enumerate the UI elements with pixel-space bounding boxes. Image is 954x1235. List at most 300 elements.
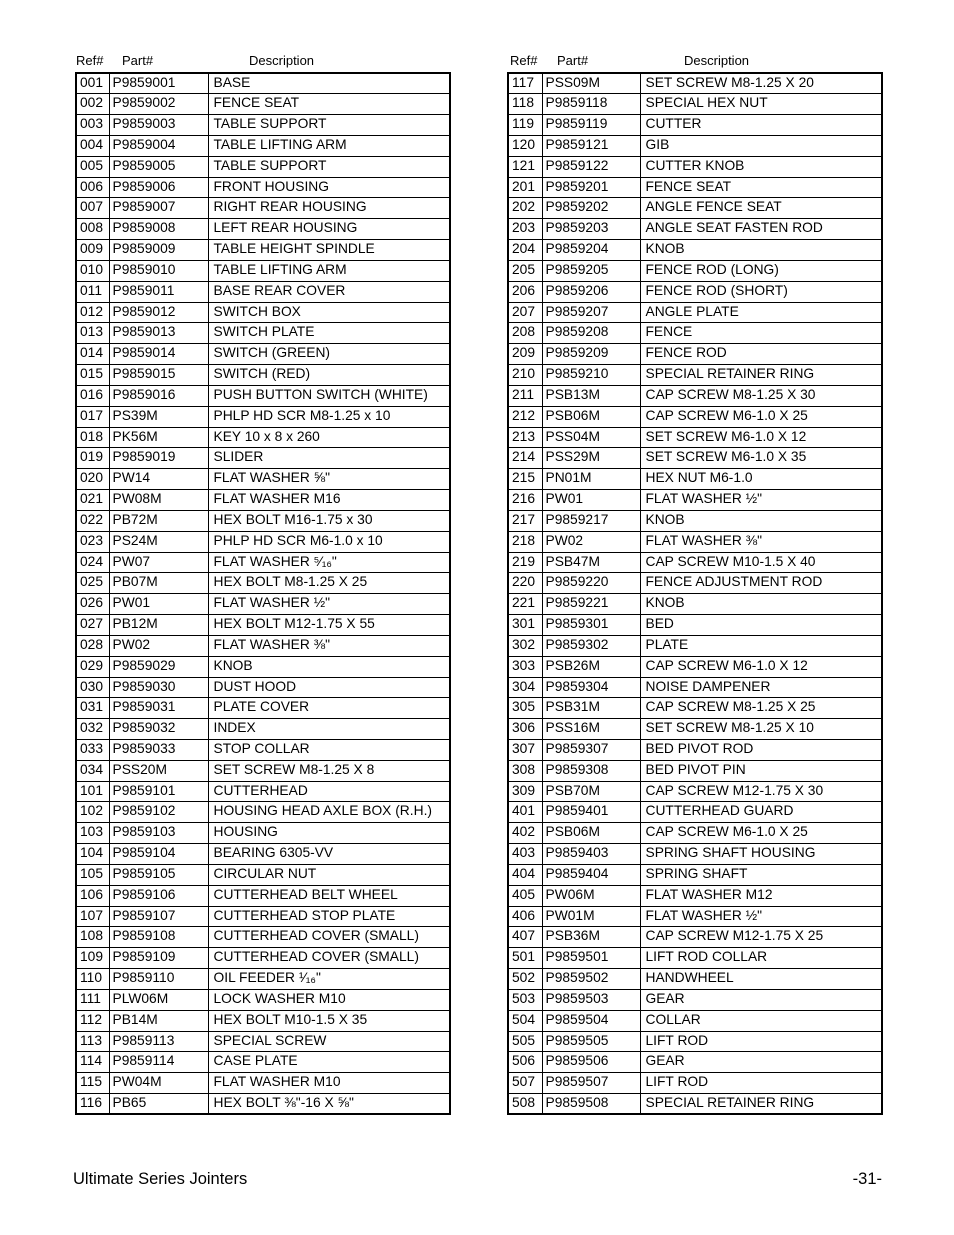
ref-cell: 024 xyxy=(76,552,109,573)
column-headers xyxy=(75,50,451,72)
table-row xyxy=(76,73,450,94)
part-cell: P9859109 xyxy=(109,948,208,969)
part-cell: P9859005 xyxy=(109,156,208,177)
part-cell: PSS09M xyxy=(542,73,640,94)
ref-cell: 019 xyxy=(76,448,109,469)
description-cell: FLAT WASHER ½" xyxy=(640,906,882,927)
part-cell: P9859119 xyxy=(542,115,640,136)
part-cell: P9859010 xyxy=(109,260,208,281)
table-row xyxy=(508,156,882,177)
table-row xyxy=(76,94,450,115)
description-cell: HEX BOLT ⅜"-16 X ⅝" xyxy=(208,1094,450,1115)
description-cell: CUTTERHEAD GUARD xyxy=(640,802,882,823)
table-row xyxy=(76,802,450,823)
table-row xyxy=(76,989,450,1010)
part-cell: PB12M xyxy=(109,615,208,636)
ref-cell: 406 xyxy=(508,906,542,927)
table-row xyxy=(508,615,882,636)
table-row xyxy=(76,135,450,156)
description-cell: CUTTERHEAD STOP PLATE xyxy=(208,906,450,927)
ref-cell: 219 xyxy=(508,552,542,573)
description-cell: HEX BOLT M10-1.5 X 35 xyxy=(208,1010,450,1031)
table-row xyxy=(508,1031,882,1052)
ref-cell: 023 xyxy=(76,531,109,552)
ref-cell: 220 xyxy=(508,573,542,594)
description-cell: BEARING 6305-VV xyxy=(208,844,450,865)
table-row xyxy=(76,490,450,511)
ref-cell: 205 xyxy=(508,260,542,281)
part-cell: P9859302 xyxy=(542,635,640,656)
part-cell: P9859404 xyxy=(542,864,640,885)
part-cell: P9859110 xyxy=(109,969,208,990)
ref-cell: 102 xyxy=(76,802,109,823)
part-cell: P9859002 xyxy=(109,94,208,115)
ref-cell: 107 xyxy=(76,906,109,927)
table-row xyxy=(508,240,882,261)
part-cell: PLW06M xyxy=(109,989,208,1010)
part-cell: PW01 xyxy=(542,490,640,511)
part-cell: P9859019 xyxy=(109,448,208,469)
ref-cell: 105 xyxy=(76,864,109,885)
ref-cell: 209 xyxy=(508,344,542,365)
table-row xyxy=(508,469,882,490)
part-cell: PS39M xyxy=(109,406,208,427)
part-cell: P9859206 xyxy=(542,281,640,302)
description-cell: SPECIAL HEX NUT xyxy=(640,94,882,115)
part-cell: P9859502 xyxy=(542,969,640,990)
table-row xyxy=(76,156,450,177)
part-cell: P9859220 xyxy=(542,573,640,594)
description-cell: KNOB xyxy=(640,594,882,615)
part-cell: P9859308 xyxy=(542,760,640,781)
table-row xyxy=(508,260,882,281)
ref-cell: 304 xyxy=(508,677,542,698)
ref-cell: 034 xyxy=(76,760,109,781)
ref-cell: 212 xyxy=(508,406,542,427)
table-row xyxy=(508,94,882,115)
description-cell: FENCE xyxy=(640,323,882,344)
table-row xyxy=(76,219,450,240)
ref-cell: 025 xyxy=(76,573,109,594)
ref-cell: 116 xyxy=(76,1094,109,1115)
ref-cell: 210 xyxy=(508,365,542,386)
part-cell: PN01M xyxy=(542,469,640,490)
part-cell: P9859101 xyxy=(109,781,208,802)
part-cell: P9859205 xyxy=(542,260,640,281)
table-row xyxy=(76,427,450,448)
description-cell: CAP SCREW M8-1.25 X 30 xyxy=(640,385,882,406)
header-ref: Ref# xyxy=(76,53,104,68)
description-cell: FENCE SEAT xyxy=(208,94,450,115)
ref-cell: 108 xyxy=(76,927,109,948)
table-row xyxy=(508,823,882,844)
ref-cell: 502 xyxy=(508,969,542,990)
description-cell: BASE xyxy=(208,73,450,94)
table-row xyxy=(76,365,450,386)
description-cell: TABLE SUPPORT xyxy=(208,115,450,136)
header-ref: Ref# xyxy=(510,53,538,68)
description-cell: HEX BOLT M16-1.75 x 30 xyxy=(208,510,450,531)
ref-cell: 213 xyxy=(508,427,542,448)
table-row xyxy=(508,969,882,990)
description-cell: HOUSING xyxy=(208,823,450,844)
ref-cell: 204 xyxy=(508,240,542,261)
table-row xyxy=(76,740,450,761)
table-row xyxy=(508,135,882,156)
table-row xyxy=(76,198,450,219)
description-cell: LIFT ROD COLLAR xyxy=(640,948,882,969)
table-row xyxy=(76,573,450,594)
description-cell: STOP COLLAR xyxy=(208,740,450,761)
part-cell: P9859301 xyxy=(542,615,640,636)
ref-cell: 111 xyxy=(76,989,109,1010)
table-row xyxy=(76,1073,450,1094)
description-cell: BED PIVOT PIN xyxy=(640,760,882,781)
ref-cell: 221 xyxy=(508,594,542,615)
ref-cell: 214 xyxy=(508,448,542,469)
table-row xyxy=(508,927,882,948)
table-row xyxy=(76,115,450,136)
table-row xyxy=(76,635,450,656)
ref-cell: 031 xyxy=(76,698,109,719)
part-cell: PW02 xyxy=(109,635,208,656)
part-cell: P9859201 xyxy=(542,177,640,198)
description-cell: OIL FEEDER ¹⁄₁₆" xyxy=(208,969,450,990)
table-row xyxy=(508,365,882,386)
part-cell: PSB13M xyxy=(542,385,640,406)
part-cell: PB14M xyxy=(109,1010,208,1031)
description-cell: FENCE ROD xyxy=(640,344,882,365)
ref-cell: 207 xyxy=(508,302,542,323)
ref-cell: 029 xyxy=(76,656,109,677)
part-cell: P9859121 xyxy=(542,135,640,156)
table-row xyxy=(76,469,450,490)
ref-cell: 011 xyxy=(76,281,109,302)
description-cell: GIB xyxy=(640,135,882,156)
ref-cell: 030 xyxy=(76,677,109,698)
ref-cell: 018 xyxy=(76,427,109,448)
table-row xyxy=(76,948,450,969)
table-row xyxy=(508,302,882,323)
parts-column-right xyxy=(507,50,883,1115)
ref-cell: 113 xyxy=(76,1031,109,1052)
description-cell: BED xyxy=(640,615,882,636)
page-number: -31- xyxy=(852,1170,882,1188)
ref-cell: 401 xyxy=(508,802,542,823)
table-row xyxy=(76,781,450,802)
ref-cell: 508 xyxy=(508,1094,542,1115)
ref-cell: 305 xyxy=(508,698,542,719)
ref-cell: 208 xyxy=(508,323,542,344)
part-cell: PSB36M xyxy=(542,927,640,948)
table-row xyxy=(76,406,450,427)
part-cell: PSS29M xyxy=(542,448,640,469)
table-row xyxy=(76,927,450,948)
table-row xyxy=(76,844,450,865)
ref-cell: 014 xyxy=(76,344,109,365)
description-cell: HEX NUT M6-1.0 xyxy=(640,469,882,490)
ref-cell: 110 xyxy=(76,969,109,990)
ref-cell: 308 xyxy=(508,760,542,781)
part-cell: P9859217 xyxy=(542,510,640,531)
ref-cell: 303 xyxy=(508,656,542,677)
part-cell: PW08M xyxy=(109,490,208,511)
description-cell: SPECIAL RETAINER RING xyxy=(640,1094,882,1115)
ref-cell: 001 xyxy=(76,73,109,94)
table-row xyxy=(508,864,882,885)
table-row xyxy=(508,344,882,365)
part-cell: P9859013 xyxy=(109,323,208,344)
table-row xyxy=(508,781,882,802)
description-cell: CIRCULAR NUT xyxy=(208,864,450,885)
ref-cell: 006 xyxy=(76,177,109,198)
ref-cell: 309 xyxy=(508,781,542,802)
description-cell: SET SCREW M6-1.0 X 12 xyxy=(640,427,882,448)
part-cell: P9859012 xyxy=(109,302,208,323)
description-cell: LIFT ROD xyxy=(640,1031,882,1052)
table-row xyxy=(508,1073,882,1094)
ref-cell: 004 xyxy=(76,135,109,156)
part-cell: P9859014 xyxy=(109,344,208,365)
part-cell: P9859105 xyxy=(109,864,208,885)
table-row xyxy=(508,656,882,677)
ref-cell: 022 xyxy=(76,510,109,531)
ref-cell: 008 xyxy=(76,219,109,240)
ref-cell: 307 xyxy=(508,740,542,761)
ref-cell: 109 xyxy=(76,948,109,969)
header-description: Description xyxy=(684,53,750,68)
part-cell: P9859221 xyxy=(542,594,640,615)
description-cell: LIFT ROD xyxy=(640,1073,882,1094)
part-cell: P9859015 xyxy=(109,365,208,386)
table-row xyxy=(508,510,882,531)
ref-cell: 115 xyxy=(76,1073,109,1094)
description-cell: KNOB xyxy=(640,240,882,261)
description-cell: FENCE ROD (SHORT) xyxy=(640,281,882,302)
description-cell: FLAT WASHER ⁵⁄₁₆" xyxy=(208,552,450,573)
header-part: Part# xyxy=(122,53,154,68)
header-part: Part# xyxy=(557,53,589,68)
ref-cell: 503 xyxy=(508,989,542,1010)
description-cell: KEY 10 x 8 x 260 xyxy=(208,427,450,448)
table-row xyxy=(508,281,882,302)
part-cell: P9859007 xyxy=(109,198,208,219)
ref-cell: 101 xyxy=(76,781,109,802)
part-cell: PB72M xyxy=(109,510,208,531)
ref-cell: 028 xyxy=(76,635,109,656)
description-cell: CAP SCREW M6-1.0 X 12 xyxy=(640,656,882,677)
part-cell: P9859504 xyxy=(542,1010,640,1031)
ref-cell: 007 xyxy=(76,198,109,219)
part-cell: PB65 xyxy=(109,1094,208,1115)
table-row xyxy=(508,73,882,94)
ref-cell: 203 xyxy=(508,219,542,240)
part-cell: P9859104 xyxy=(109,844,208,865)
header-description: Description xyxy=(249,53,315,68)
table-row xyxy=(508,698,882,719)
description-cell: BASE REAR COVER xyxy=(208,281,450,302)
ref-cell: 026 xyxy=(76,594,109,615)
description-cell: SET SCREW M8-1.25 X 8 xyxy=(208,760,450,781)
table-row xyxy=(76,594,450,615)
table-row xyxy=(76,864,450,885)
ref-cell: 104 xyxy=(76,844,109,865)
part-cell: PSB47M xyxy=(542,552,640,573)
table-row xyxy=(76,344,450,365)
part-cell: P9859122 xyxy=(542,156,640,177)
ref-cell: 009 xyxy=(76,240,109,261)
table-row xyxy=(508,677,882,698)
ref-cell: 218 xyxy=(508,531,542,552)
description-cell: ANGLE PLATE xyxy=(640,302,882,323)
description-cell: CAP SCREW M6-1.0 X 25 xyxy=(640,406,882,427)
table-row xyxy=(76,823,450,844)
ref-cell: 507 xyxy=(508,1073,542,1094)
table-row xyxy=(508,844,882,865)
part-cell: P9859508 xyxy=(542,1094,640,1115)
description-cell: GEAR xyxy=(640,989,882,1010)
part-cell: PSB06M xyxy=(542,406,640,427)
part-cell: P9859108 xyxy=(109,927,208,948)
part-cell: PS24M xyxy=(109,531,208,552)
part-cell: P9859503 xyxy=(542,989,640,1010)
part-cell: P9859008 xyxy=(109,219,208,240)
part-cell: P9859401 xyxy=(542,802,640,823)
part-cell: P9859505 xyxy=(542,1031,640,1052)
table-row xyxy=(76,656,450,677)
ref-cell: 206 xyxy=(508,281,542,302)
part-cell: PK56M xyxy=(109,427,208,448)
ref-cell: 027 xyxy=(76,615,109,636)
ref-cell: 121 xyxy=(508,156,542,177)
table-row xyxy=(508,594,882,615)
description-cell: COLLAR xyxy=(640,1010,882,1031)
table-row xyxy=(508,115,882,136)
table-row xyxy=(76,969,450,990)
description-cell: CAP SCREW M12-1.75 X 25 xyxy=(640,927,882,948)
table-row xyxy=(508,490,882,511)
table-row xyxy=(508,948,882,969)
table-row xyxy=(508,906,882,927)
description-cell: SET SCREW M8-1.25 X 20 xyxy=(640,73,882,94)
part-cell: P9859103 xyxy=(109,823,208,844)
ref-cell: 003 xyxy=(76,115,109,136)
part-cell: P9859016 xyxy=(109,385,208,406)
table-row xyxy=(76,698,450,719)
part-cell: PSS20M xyxy=(109,760,208,781)
ref-cell: 117 xyxy=(508,73,542,94)
description-cell: DUST HOOD xyxy=(208,677,450,698)
description-cell: SWITCH (RED) xyxy=(208,365,450,386)
table-row xyxy=(76,448,450,469)
description-cell: PLATE COVER xyxy=(208,698,450,719)
part-cell: PW06M xyxy=(542,885,640,906)
part-cell: PB07M xyxy=(109,573,208,594)
description-cell: HOUSING HEAD AXLE BOX (R.H.) xyxy=(208,802,450,823)
part-cell: P9859204 xyxy=(542,240,640,261)
ref-cell: 010 xyxy=(76,260,109,281)
ref-cell: 106 xyxy=(76,885,109,906)
table-row xyxy=(76,760,450,781)
table-row xyxy=(508,177,882,198)
part-cell: P9859501 xyxy=(542,948,640,969)
description-cell: LEFT REAR HOUSING xyxy=(208,219,450,240)
ref-cell: 202 xyxy=(508,198,542,219)
ref-cell: 032 xyxy=(76,719,109,740)
description-cell: CAP SCREW M8-1.25 X 25 xyxy=(640,698,882,719)
description-cell: TABLE LIFTING ARM xyxy=(208,135,450,156)
description-cell: FLAT WASHER ½" xyxy=(640,490,882,511)
part-cell: PSB26M xyxy=(542,656,640,677)
part-cell: PW01M xyxy=(542,906,640,927)
ref-cell: 216 xyxy=(508,490,542,511)
part-cell: PSS04M xyxy=(542,427,640,448)
description-cell: FLAT WASHER ⅜" xyxy=(208,635,450,656)
table-row xyxy=(508,219,882,240)
parts-table-right xyxy=(507,72,883,1115)
table-row xyxy=(76,260,450,281)
ref-cell: 013 xyxy=(76,323,109,344)
part-cell: P9859118 xyxy=(542,94,640,115)
description-cell: ANGLE SEAT FASTEN ROD xyxy=(640,219,882,240)
table-row xyxy=(508,719,882,740)
description-cell: SWITCH BOX xyxy=(208,302,450,323)
part-cell: P9859203 xyxy=(542,219,640,240)
table-row xyxy=(76,1010,450,1031)
table-row xyxy=(76,885,450,906)
description-cell: FRONT HOUSING xyxy=(208,177,450,198)
ref-cell: 017 xyxy=(76,406,109,427)
part-cell: P9859210 xyxy=(542,365,640,386)
parts-table-left xyxy=(75,72,451,1115)
ref-cell: 005 xyxy=(76,156,109,177)
description-cell: NOISE DAMPENER xyxy=(640,677,882,698)
part-cell: P9859107 xyxy=(109,906,208,927)
ref-cell: 020 xyxy=(76,469,109,490)
ref-cell: 012 xyxy=(76,302,109,323)
description-cell: SLIDER xyxy=(208,448,450,469)
table-row xyxy=(508,198,882,219)
ref-cell: 404 xyxy=(508,864,542,885)
description-cell: SPECIAL RETAINER RING xyxy=(640,365,882,386)
part-cell: P9859033 xyxy=(109,740,208,761)
ref-cell: 112 xyxy=(76,1010,109,1031)
description-cell: TABLE LIFTING ARM xyxy=(208,260,450,281)
part-cell: PSB06M xyxy=(542,823,640,844)
part-cell: P9859506 xyxy=(542,1052,640,1073)
table-row xyxy=(508,406,882,427)
part-cell: P9859009 xyxy=(109,240,208,261)
description-cell: BED PIVOT ROD xyxy=(640,740,882,761)
table-row xyxy=(508,635,882,656)
footer-title: Ultimate Series Jointers xyxy=(73,1170,248,1188)
description-cell: CUTTERHEAD xyxy=(208,781,450,802)
part-cell: P9859004 xyxy=(109,135,208,156)
ref-cell: 301 xyxy=(508,615,542,636)
table-row xyxy=(76,1052,450,1073)
ref-cell: 405 xyxy=(508,885,542,906)
part-cell: P9859102 xyxy=(109,802,208,823)
part-cell: P9859106 xyxy=(109,885,208,906)
description-cell: FLAT WASHER ½" xyxy=(208,594,450,615)
ref-cell: 119 xyxy=(508,115,542,136)
part-cell: P9859006 xyxy=(109,177,208,198)
table-row xyxy=(76,531,450,552)
description-cell: CASE PLATE xyxy=(208,1052,450,1073)
table-row xyxy=(508,1010,882,1031)
description-cell: CAP SCREW M10-1.5 X 40 xyxy=(640,552,882,573)
ref-cell: 306 xyxy=(508,719,542,740)
